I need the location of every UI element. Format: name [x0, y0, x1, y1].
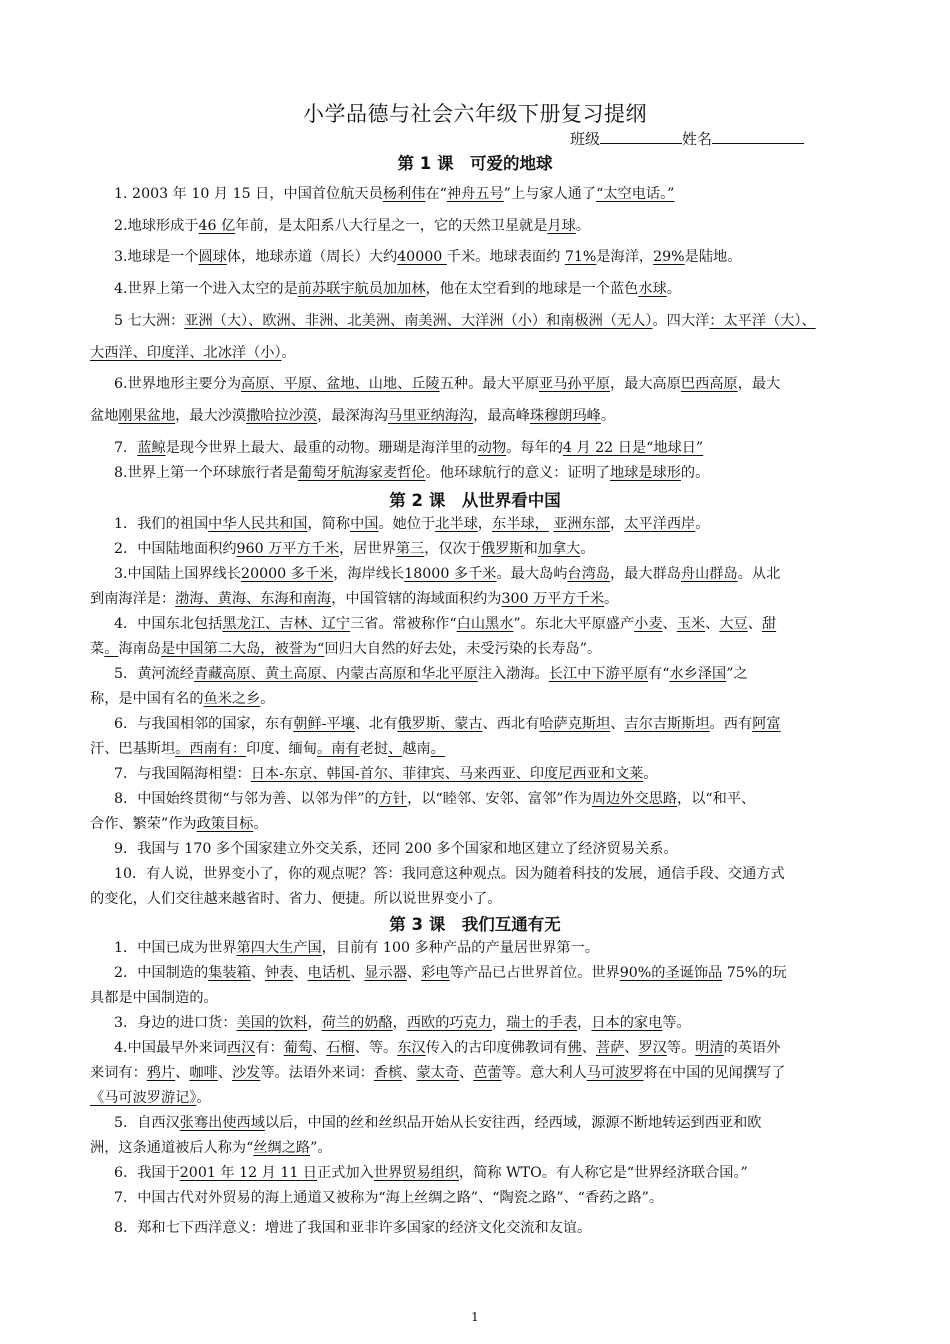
line-text: 三省。常被称作“ [350, 616, 457, 632]
line-text: 8．中国始终贯彻“与邻为善、以邻为伴”的 [114, 791, 379, 807]
underlined-answer: 彩电 [421, 965, 450, 981]
name-label: 姓名 [682, 130, 713, 148]
line-text: 、 [293, 965, 308, 981]
underlined-answer: 白山黑水 [456, 616, 514, 632]
line-text: 。她位于 [378, 516, 436, 532]
line-text: 体，地球赤道（周长）大约 [226, 249, 398, 265]
line-text: 、 [459, 1065, 474, 1081]
line-text: 7．中国古代对外贸易的海上通道又被称为“海上丝绸之路”、“陶瓷之路”、“香药之路”。 [114, 1190, 664, 1206]
underlined-answer: 《马可波罗游记》 [90, 1090, 197, 1106]
underlined-answer: 第四大生产国 [236, 940, 322, 956]
underlined-answer: 亚洲东部 [553, 516, 611, 532]
lesson-1-heading: 第 1 课 可爱的地球 [397, 154, 553, 173]
underlined-answer: 朝鲜-平壤 [293, 716, 355, 732]
underlined-answer: 大豆 [719, 616, 748, 632]
line-text: 印度、缅甸 [246, 741, 318, 757]
underlined-answer: 吉尔吉斯斯坦 [624, 716, 710, 732]
underlined-answer: 刚果盆地 [118, 408, 176, 424]
lesson-2-heading: 第 2 课 从世界看中国 [389, 491, 561, 510]
underlined-answer: 钟表 [264, 965, 294, 981]
line-text: 4．中国东北包括 [114, 616, 223, 632]
line-text: 、 [581, 1040, 596, 1056]
line-text: ，最高峰 [473, 408, 530, 424]
line-text: 到南海洋是： [90, 591, 176, 607]
underlined-answer: 18000 多千米 [404, 566, 497, 582]
line-text: 年前，是太阳系八大行星之一，它的天然卫星就是 [235, 218, 548, 234]
line-text: 3.地球是一个 [114, 249, 199, 265]
line-text: 。每年的 [506, 440, 563, 456]
underlined-answer: 甜 [761, 616, 777, 632]
line-text: ，以“和平、 [677, 791, 756, 807]
line-text: 1．中国已成为世界 [114, 940, 237, 956]
underlined-answer: 瑞士的手表 [506, 1015, 578, 1031]
text-line [88, 307, 868, 336]
line-text: ，中国管辖的海域面积约为 [331, 591, 502, 607]
line-text: 。最大岛屿 [496, 566, 568, 582]
underlined-answer: 俄罗斯、蒙古 [397, 716, 483, 732]
line-text: ，目前有 100 多种产品的产量居世界第一。 [321, 940, 599, 956]
line-text: 、 [402, 1065, 417, 1081]
underlined-answer: 40000 [397, 249, 447, 265]
underlined-answer: 水球 [638, 281, 667, 297]
line-text: 。 [281, 345, 296, 361]
line-text: ， [392, 1015, 407, 1031]
underlined-answer: 46 亿 [198, 218, 236, 234]
underlined-answer: “太空电话。” [596, 186, 675, 202]
line-text: 等。意大利人 [501, 1065, 587, 1081]
line-text: ，最大 [737, 376, 781, 392]
underlined-answer: 20000 多千米 [241, 566, 334, 582]
text-line [90, 402, 870, 431]
underlined-answer: 张骞出使西域 [179, 1115, 265, 1131]
line-text: 、 [250, 965, 265, 981]
underlined-answer: 小麦 [634, 616, 663, 632]
text-line [90, 885, 870, 914]
line-text: 。 [580, 541, 595, 557]
underlined-answer: 神舟五号 [446, 186, 504, 202]
line-text: ， [307, 1015, 322, 1031]
line-text: 和 [523, 541, 538, 557]
underlined-answer: 沙发 [231, 1065, 261, 1081]
underlined-answer: 中国 [350, 516, 379, 532]
line-text: 2．中国制造的 [114, 965, 209, 981]
underlined-answer: 政策目标 [196, 816, 254, 832]
line-text: 盆地 [90, 408, 119, 424]
underlined-answer: 青藏高原、黄土高原、内蒙古高原和华北平原 [193, 666, 478, 682]
line-text: 3．身边的进口货： [114, 1015, 237, 1031]
line-text: 。 [253, 816, 268, 832]
underlined-answer: 石榴 [326, 1040, 355, 1056]
underlined-answer: 大西洋、印度洋、北冰洋（小） [90, 345, 282, 361]
underlined-answer: 加拿大 [537, 541, 581, 557]
line-text: 是陆地。 [684, 249, 742, 265]
line-text: ，最大高原 [609, 376, 681, 392]
underlined-answer: 马可波罗 [586, 1065, 644, 1081]
underlined-answer: 芭蕾 [473, 1065, 502, 1081]
line-text: ， [577, 1015, 592, 1031]
underlined-answer: 圆球 [198, 249, 227, 265]
line-text: 老挝 [359, 741, 389, 757]
line-text: 等产品已占世界首位。世界 [449, 965, 620, 981]
line-text: 等。法语外来词： [260, 1065, 374, 1081]
text-line [88, 1214, 868, 1243]
underlined-answer: 舟山群岛 [680, 566, 738, 582]
line-text: 有“ [648, 666, 670, 682]
line-text: ，居世界 [339, 541, 396, 557]
line-text: 。 [643, 766, 658, 782]
line-text: ，他在太空看到的地球是一个蓝色 [425, 281, 639, 297]
underlined-answer: 2001 年 12 月 11 日 [179, 1165, 318, 1181]
line-text: ”上与家人通了 [503, 186, 597, 202]
underlined-answer: 鸦片 [146, 1065, 176, 1081]
underlined-answer: 电话机 [307, 965, 351, 981]
line-text: 2.地球形成于 [114, 218, 199, 234]
line-text: 洲，这条通道被后人称为“ [90, 1140, 254, 1156]
line-text: 越南 [402, 741, 431, 757]
line-text: 。四大洋 [652, 313, 710, 329]
text-line [88, 243, 868, 272]
underlined-answer: 哈萨克斯坦 [539, 716, 611, 732]
line-text: ，简称 [307, 516, 351, 532]
line-text: 6.世界地形主要分为 [114, 376, 242, 392]
line-text: 在“ [425, 186, 447, 202]
underlined-answer: 。南有 [317, 741, 360, 757]
line-text: 海南岛 [118, 641, 161, 657]
line-text: 具都是中国制造的。 [90, 990, 218, 1006]
line-text: ，最大沙漠 [175, 408, 247, 424]
line-text: 五种。最大平原 [439, 376, 540, 392]
underlined-answer: 300 万平方千米 [501, 591, 605, 607]
underlined-answer: 前苏联宇航员加加林 [297, 281, 426, 297]
line-text: 有： [255, 1040, 284, 1056]
underlined-answer: 罗汉 [638, 1040, 667, 1056]
line-text: 、 [624, 1040, 639, 1056]
line-text: 等。 [666, 1040, 696, 1056]
underlined-answer: 是中国第二大岛，被誉为“ [160, 641, 325, 657]
underlined-answer: 月球 [547, 218, 576, 234]
underlined-answer: 丝绸之路 [253, 1140, 311, 1156]
underlined-answer: 71% [564, 249, 597, 265]
line-text: 10．有人说，世界变小了，你的观点呢？答：我同意这种观点。因为随着科技的发展，通信手段、交通方式 [114, 866, 785, 882]
line-text: 、等。 [354, 1040, 398, 1056]
line-text: 注入渤海。 [477, 666, 549, 682]
text-line [88, 212, 868, 241]
underlined-answer: 菩萨 [595, 1040, 625, 1056]
text-line [88, 275, 868, 304]
line-text: 、 [175, 1065, 190, 1081]
line-text: 千米。地球表面约 [446, 249, 565, 265]
class-name-line [570, 128, 804, 149]
class-label: 班级 [570, 130, 601, 148]
underlined-answer: 美国的饮料 [236, 1015, 308, 1031]
line-text: 。 [600, 408, 616, 424]
line-text: 5 七大洲： [114, 313, 185, 329]
line-text: 来词有： [90, 1065, 147, 1081]
underlined-answer: 日本-东京、韩国-首尔、菲律宾、马来西亚、印度尼西亚和文莱 [250, 766, 644, 782]
underlined-answer: 周边外交思路 [591, 791, 678, 807]
underlined-answer: 马里亚纳海沟 [388, 408, 474, 424]
line-text: 5．自西汉 [114, 1115, 180, 1131]
underlined-answer: 佛 [567, 1040, 582, 1056]
document-title: 小学品德与社会六年级下册复习提纲 [303, 102, 647, 126]
line-text: 、 [747, 616, 762, 632]
underlined-answer: 第三 [395, 541, 425, 557]
underlined-answer: 香槟 [373, 1065, 403, 1081]
lesson-3-heading: 第 3 课 我们互通有无 [389, 915, 561, 934]
line-text: 合作、繁荣”作为 [90, 816, 197, 832]
class-blank [600, 129, 682, 144]
line-text: 、 [662, 616, 677, 632]
line-text: 4.世界上第一个进入太空的是 [114, 281, 298, 297]
line-text: 正式加入 [317, 1165, 374, 1181]
line-text: 、西北有 [482, 716, 540, 732]
underlined-answer: 鱼米之乡 [203, 691, 261, 707]
line-text: 。 [604, 591, 619, 607]
underlined-answer: 世界贸易组织 [373, 1165, 460, 1181]
line-text: 、 [705, 616, 720, 632]
line-text: ， [477, 516, 492, 532]
line-text: ， [491, 1015, 507, 1031]
underlined-answer: 方针 [378, 791, 408, 807]
underlined-answer: 西汉 [226, 1040, 256, 1056]
line-text: 回归大自然的好去处，未受污染的长寿岛”。 [324, 641, 602, 657]
line-text: ， [610, 516, 625, 532]
underlined-answer: 。 [430, 741, 445, 757]
underlined-answer: 玉米 [676, 616, 706, 632]
line-text: ”。东北大平原盛产 [513, 616, 635, 632]
line-text: 传入的古印度佛教词有 [425, 1040, 568, 1056]
underlined-answer: 巴西高原 [680, 376, 738, 392]
underlined-answer: 杨利伟 [382, 186, 426, 202]
line-text: 1. 2003 年 10 月 15 日，中国首位航天员 [114, 186, 383, 202]
underlined-answer: 地球是球形 [609, 465, 681, 481]
line-text: 、 [217, 1065, 232, 1081]
underlined-answer: 90%的圣诞饰品 [619, 965, 723, 981]
text-line [88, 180, 868, 209]
line-text: 、 [312, 1040, 327, 1056]
text-line [88, 459, 868, 488]
line-text: 、北有 [354, 716, 398, 732]
underlined-answer: 水乡泽国 [669, 666, 727, 682]
line-text: 3.中国陆上国界线长 [114, 566, 242, 582]
line-text: 以后，中国的丝和丝织品开始从长安往西，经西域，源源不断地转运到西亚和欧 [264, 1115, 762, 1131]
underlined-answer: 珠穆朗玛峰 [529, 408, 601, 424]
line-text: 8.世界上第一个环球旅行者是 [114, 465, 298, 481]
underlined-answer: 960 万平方千米 [236, 541, 340, 557]
underlined-answer: 长江中下游平原 [548, 666, 649, 682]
text-line [88, 1184, 868, 1213]
line-text: ，简称 WTO。有人称它是“世界经济联合国。” [459, 1165, 748, 1181]
line-text: ，仅次于 [424, 541, 481, 557]
underlined-answer: 渤海、黄海、东海和南海 [175, 591, 332, 607]
underlined-answer: 太平洋西岸 [624, 516, 696, 532]
line-text: 2．中国陆地面积约 [114, 541, 237, 557]
page-number: 1 [471, 1310, 479, 1324]
underlined-answer: 集装箱 [208, 965, 251, 981]
line-text: 4.中国最早外来词 [114, 1040, 227, 1056]
line-text: 。他环球航行的意义：证明了 [425, 465, 610, 481]
underlined-answer: 俄罗斯 [480, 541, 524, 557]
line-text: 是现今世界上最大、最重的动物。珊瑚是海洋里的 [165, 440, 478, 456]
underlined-answer: 。 [104, 641, 119, 657]
underlined-answer: 亚洲（大）、欧洲、非洲、北美洲、南美洲、大洋洲（小）和南极洲（无人） [184, 313, 653, 329]
line-text: 1．我们的祖国 [114, 516, 209, 532]
underlined-answer: 显示器 [364, 965, 407, 981]
line-text: 9．我国与 170 多个国家建立外交关系，还同 200 多个国家和地区建立了经济贸易关系。 [114, 841, 678, 857]
line-text: 6．与我国相邻的国家，东有 [114, 716, 294, 732]
underlined-answer: 高原、平原、盆地、山地、丘陵 [241, 376, 440, 392]
line-text: 等。 [662, 1015, 691, 1031]
line-text: 将在中国的见闻撰写了 [643, 1065, 786, 1081]
line-text: ，最大群岛 [609, 566, 681, 582]
underlined-answer: 黑龙江、吉林、辽宁 [222, 616, 351, 632]
line-text: 。 [695, 516, 710, 532]
text-line [88, 370, 868, 399]
line-text: 的英语外 [723, 1040, 781, 1056]
line-text: ，海岸线长 [333, 566, 405, 582]
line-text: 菜 [90, 641, 105, 657]
underlined-answer: 亚马孙平原 [539, 376, 610, 392]
line-text: 。 [260, 691, 275, 707]
line-text: 汗、巴基斯坦 [90, 741, 176, 757]
line-text: 。 [666, 281, 681, 297]
underlined-answer: 。西南有： [175, 741, 247, 757]
line-text: 。 [196, 1090, 211, 1106]
text-line [90, 339, 870, 368]
line-text: 的。 [680, 465, 710, 481]
line-text: 7． [114, 440, 138, 456]
line-text: ”之 [726, 666, 748, 682]
underlined-answer: 中华人民共和国 [208, 516, 308, 532]
underlined-answer: 东半球， [492, 516, 549, 532]
underlined-answer: ：太平洋（大）、 [709, 313, 816, 329]
underlined-answer: 动物 [477, 440, 507, 456]
line-text: 6．我国于 [114, 1165, 180, 1181]
underlined-answer: 葡萄 [283, 1040, 313, 1056]
line-text: 、 [350, 965, 365, 981]
line-text: 。西有 [709, 716, 753, 732]
line-text: 7．与我国隔海相望： [114, 766, 251, 782]
underlined-answer: 撒哈拉沙漠 [246, 408, 318, 424]
underlined-answer: 台湾岛 [567, 566, 610, 582]
underlined-answer: 东汉 [397, 1040, 426, 1056]
underlined-answer: 西欧的巧克力 [406, 1015, 492, 1031]
underlined-answer: 29% [653, 249, 685, 265]
underlined-answer: 阿富 [752, 716, 781, 732]
line-text: 、 [610, 716, 625, 732]
line-text: 5．黄河流经 [114, 666, 194, 682]
line-text: 称，是中国有名的 [90, 691, 204, 707]
underlined-answer: 蒙太奇 [416, 1065, 460, 1081]
name-blank [712, 129, 804, 144]
line-text: 75%的玩 [722, 965, 787, 981]
underlined-answer: 北半球 [435, 516, 478, 532]
line-text: 。从北 [737, 566, 781, 582]
line-text: 是海洋， [596, 249, 654, 265]
line-text: 的变化，人们交往越来越省时、省力、便捷。所以说世界变小了。 [90, 891, 502, 907]
line-text: 。 [575, 218, 590, 234]
underlined-answer: 荷兰的奶酪 [321, 1015, 393, 1031]
line-text: 8．郑和七下西洋意义：增进了我国和亚非许多国家的经济文化交流和友谊。 [114, 1220, 592, 1236]
underlined-answer: 葡萄牙航海家麦哲伦 [297, 465, 426, 481]
underlined-answer: 4 月 22 日是“地球日” [562, 440, 704, 456]
underlined-answer: 日本的家电 [591, 1015, 663, 1031]
line-text: 、 [406, 965, 422, 981]
underlined-answer: 、 [388, 741, 403, 757]
underlined-answer: 蓝鲸 [137, 440, 166, 456]
line-text: ”。 [310, 1140, 332, 1156]
underlined-answer: 咖啡 [189, 1065, 218, 1081]
underlined-answer: 明清 [695, 1040, 724, 1056]
line-text: ，以“睦邻、安邻、富邻”作为 [407, 791, 592, 807]
line-text: ，最深海沟 [317, 408, 389, 424]
